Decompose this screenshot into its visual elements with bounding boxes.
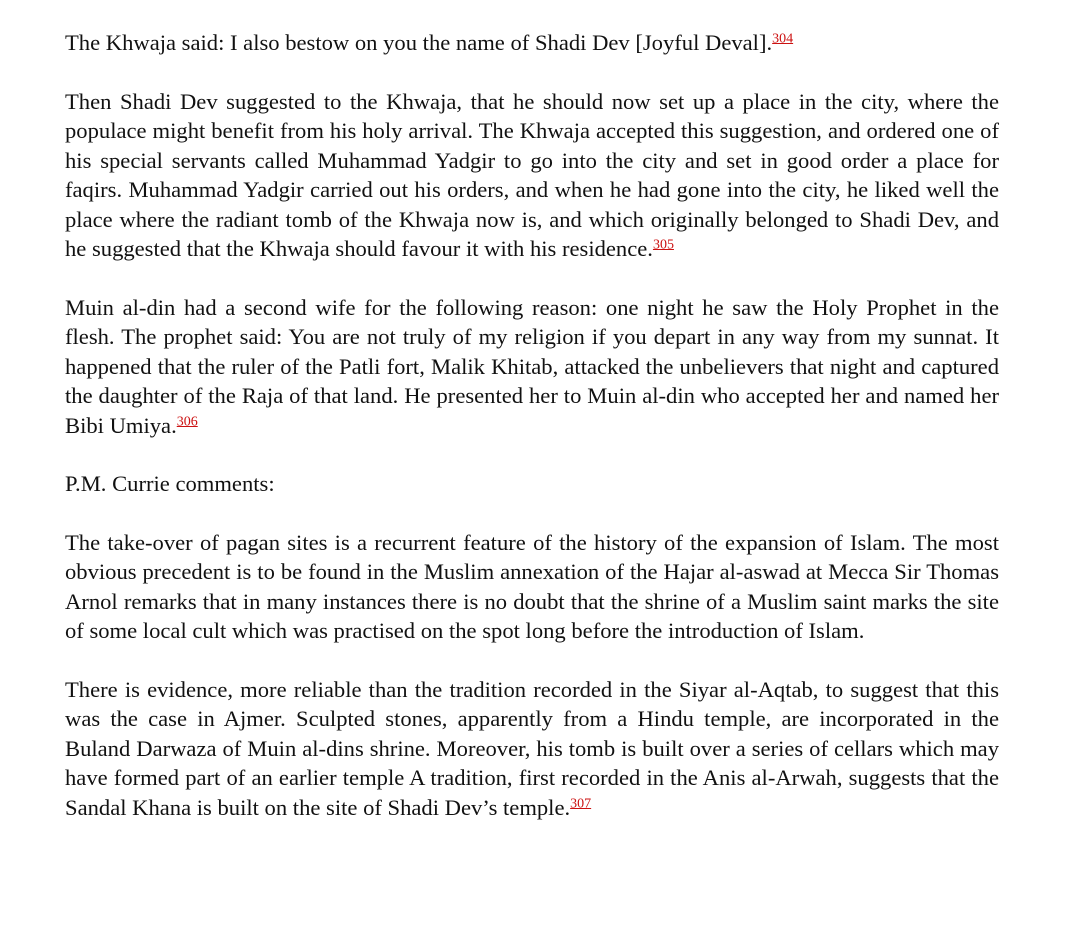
paragraph-currie-comments xyxy=(65,469,999,499)
paragraph-text: Muin al-din had a second wife for the following reason: one night he saw the Holy Prophet in the flesh. The prophet said: You are not truly of my religion if you depart in any way from my sunnat. It happened that the ruler of the Patli fort, Malik Khitab, attacked the unbelievers that night and captured the daughter of the Raja of that land. He presented her to Muin al-din who accepted her and named her Bibi Umiya. xyxy=(65,294,999,438)
paragraph-second-wife xyxy=(65,293,999,441)
paragraph-text: The take-over of pagan sites is a recurrent feature of the history of the expansion of Islam. The most obvious precedent is to be found in the Muslim annexation of the Hajar al-aswad at Mecca Sir Thomas Arnol remarks that in many instances there is no doubt that the shrine of a Muslim saint marks the site of some local cult which was practised on the spot long before the introduction of Islam. xyxy=(65,529,999,643)
paragraph-text: The Khwaja said: I also bestow on you the name of Shadi Dev [Joyful Deval]. xyxy=(65,30,773,55)
paragraph-text: There is evidence, more reliable than the tradition recorded in the Siyar al-Aqtab, to suggest that this was the case in Ajmer. Sculpted stones, apparently from a Hindu temple, are incorporated in the Buland Darwaza of Muin al-dins shrine. Moreover, his tomb is built over a series of cellars which may have formed part of an earlier temple A tradition, first recorded in the Anis al-Arwah, suggests that the Sandal Khana is built on the site of Shadi Dev’s temple. xyxy=(65,676,999,820)
footnote-link-304[interactable]: 304 xyxy=(772,31,794,47)
document-page xyxy=(65,28,999,851)
footnote-link-305[interactable]: 305 xyxy=(652,237,674,253)
paragraph-ajmer-evidence xyxy=(65,675,999,823)
paragraph-shadi-dev-suggestion xyxy=(65,87,999,264)
footnote-link-307[interactable]: 307 xyxy=(570,795,592,811)
footnote-link-306[interactable]: 306 xyxy=(176,413,198,429)
paragraph-pagan-sites xyxy=(65,528,999,646)
paragraph-khwaja-bestows-name xyxy=(65,28,999,58)
paragraph-text: P.M. Currie comments: xyxy=(65,471,275,496)
paragraph-text: Then Shadi Dev suggested to the Khwaja, that he should now set up a place in the city, where the populace might benefit from his holy arrival. The Khwaja accepted this suggestion, and ordered one of his special servants called Muhammad Yadgir to go into the city and set in good order a place for faqirs. Muhammad Yadgir carried out his orders, and when he had gone into the city, he liked well the place where the radiant tomb of the Khwaja now is, and which originally belonged to Shadi Dev, and he suggested that the Khwaja should favour it with his residence. xyxy=(65,88,999,261)
